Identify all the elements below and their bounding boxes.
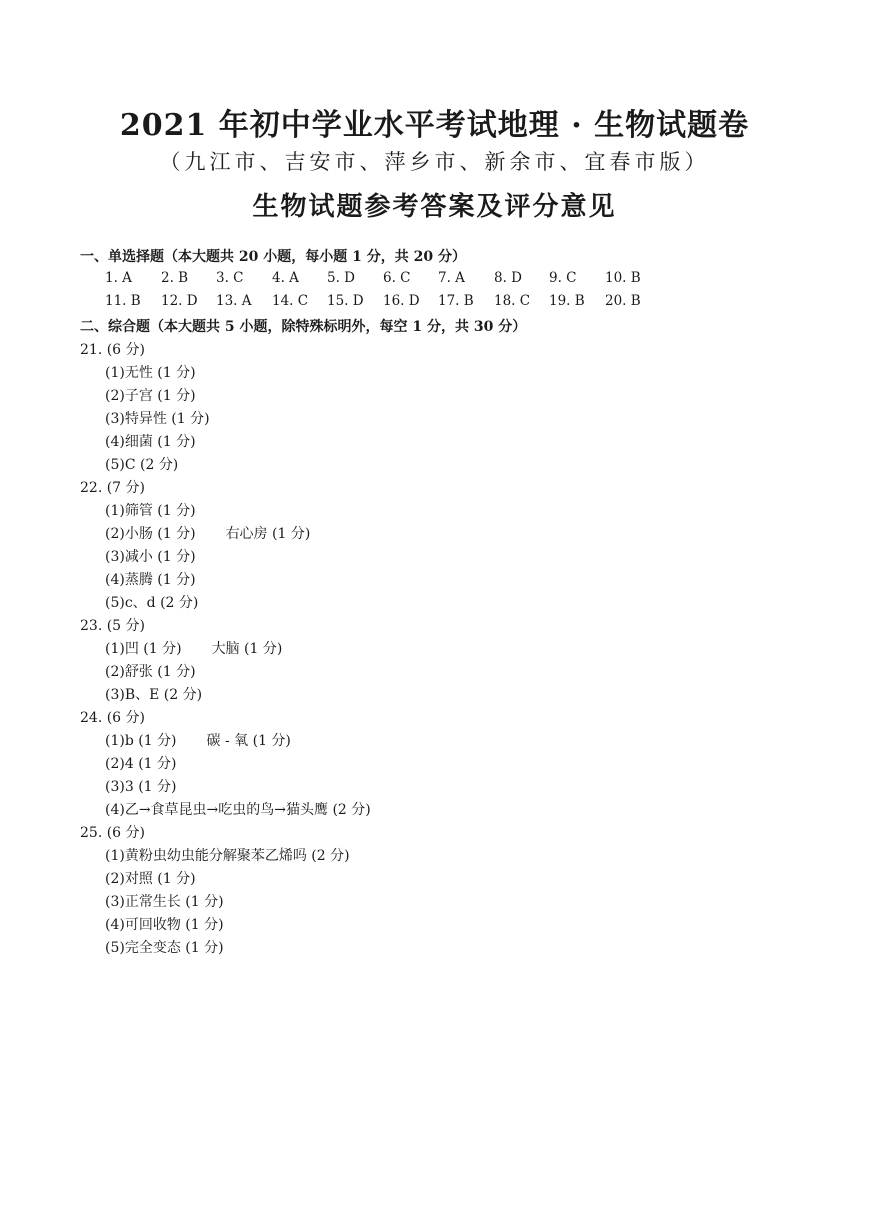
answer-text: (4)蒸腾 (1 分) — [105, 572, 196, 588]
question-25-header: 25. (6 分) — [80, 825, 145, 841]
answer-line — [105, 868, 196, 888]
answer-line — [105, 362, 196, 382]
answer-line — [105, 523, 310, 543]
answer-text: (4)乙→食草昆虫→吃虫的鸟→猫头鹰 (2 分) — [105, 802, 371, 818]
answer-text: (1)凹 (1 分) — [105, 641, 182, 657]
answer-text: (2)子宫 (1 分) — [105, 388, 196, 404]
mc-answer: 7. A — [438, 270, 465, 286]
mc-answer: 1. A — [105, 270, 132, 286]
answer-line — [105, 500, 196, 520]
mc-answer: 3. C — [216, 270, 244, 286]
answer-text: (1)b (1 分) — [105, 733, 177, 749]
mc-answer: 8. D — [494, 270, 522, 286]
answer-line — [105, 385, 196, 405]
mc-answer: 16. D — [383, 293, 420, 309]
question-23-header: 23. (5 分) — [80, 618, 145, 634]
answer-text: (1)黄粉虫幼虫能分解聚苯乙烯吗 (2 分) — [105, 848, 350, 864]
answer-text: (5)c、d (2 分) — [105, 595, 199, 611]
question-21-header: 21. (6 分) — [80, 342, 145, 358]
mc-answer: 5. D — [327, 270, 355, 286]
answer-heading: 生物试题参考答案及评分意见 — [252, 192, 617, 222]
mc-answer: 15. D — [327, 293, 364, 309]
answer-text: (3)B、E (2 分) — [105, 687, 203, 703]
answer-line — [105, 592, 198, 612]
mc-answer: 10. B — [605, 270, 641, 286]
answer-text: (3)正常生长 (1 分) — [105, 894, 224, 910]
mc-answer: 6. C — [383, 270, 411, 286]
answer-line — [105, 845, 350, 865]
answer-text: (2)小肠 (1 分) — [105, 526, 196, 542]
answer-text: (5)C (2 分) — [105, 457, 179, 473]
answer-line — [105, 454, 178, 474]
answer-line — [105, 569, 196, 589]
answer-text: (2)对照 (1 分) — [105, 871, 196, 887]
mc-answer: 19. B — [549, 293, 585, 309]
answer-text: (3)减小 (1 分) — [105, 549, 196, 565]
mc-answer: 2. B — [161, 270, 189, 286]
answer-line — [105, 799, 371, 819]
answer-line — [105, 638, 282, 658]
answer-text: (2)舒张 (1 分) — [105, 664, 196, 680]
answer-text: (2)4 (1 分) — [105, 756, 177, 772]
answer-line — [105, 776, 176, 796]
section-1-title: 一、单选择题（本大题共 20 小题，每小题 1 分，共 20 分） — [80, 249, 466, 265]
mc-answer: 13. A — [216, 293, 252, 309]
answer-text: (4)可回收物 (1 分) — [105, 917, 224, 933]
answer-line — [105, 661, 196, 681]
answer-extra: 碳 - 氧 (1 分) — [206, 733, 291, 749]
section-2-title: 二、综合题（本大题共 5 小题，除特殊标明外，每空 1 分，共 30 分） — [80, 319, 527, 335]
mc-answer: 20. B — [605, 293, 641, 309]
question-22-header: 22. (7 分) — [80, 480, 145, 496]
answer-line — [105, 408, 210, 428]
answer-text: (3)特异性 (1 分) — [105, 411, 210, 427]
mc-answer: 11. B — [105, 293, 141, 309]
mc-answer: 18. C — [494, 293, 531, 309]
answer-text: (4)细菌 (1 分) — [105, 434, 196, 450]
answer-text: (1)无性 (1 分) — [105, 365, 196, 381]
page-title: 2021 年初中学业水平考试地理 · 生物试题卷 — [119, 108, 750, 143]
answer-extra: 右心房 (1 分) — [225, 526, 311, 542]
answer-line — [105, 937, 224, 957]
answer-line — [105, 914, 224, 934]
page-subtitle: （九江市、吉安市、萍乡市、新余市、宜春市版） — [159, 150, 710, 174]
mc-answer: 17. B — [438, 293, 474, 309]
question-24-header: 24. (6 分) — [80, 710, 145, 726]
answer-extra: 大脑 (1 分) — [211, 641, 283, 657]
mc-answer: 14. C — [272, 293, 309, 309]
mc-answer: 4. A — [272, 270, 299, 286]
answer-text: (1)筛管 (1 分) — [105, 503, 196, 519]
answer-line — [105, 753, 176, 773]
answer-text: (3)3 (1 分) — [105, 779, 177, 795]
answer-line — [105, 730, 291, 750]
answer-line — [105, 891, 224, 911]
mc-answer: 12. D — [161, 293, 198, 309]
answer-line — [105, 684, 202, 704]
answer-line — [105, 546, 196, 566]
answer-text: (5)完全变态 (1 分) — [105, 940, 224, 956]
answer-line — [105, 431, 196, 451]
mc-answer: 9. C — [549, 270, 577, 286]
